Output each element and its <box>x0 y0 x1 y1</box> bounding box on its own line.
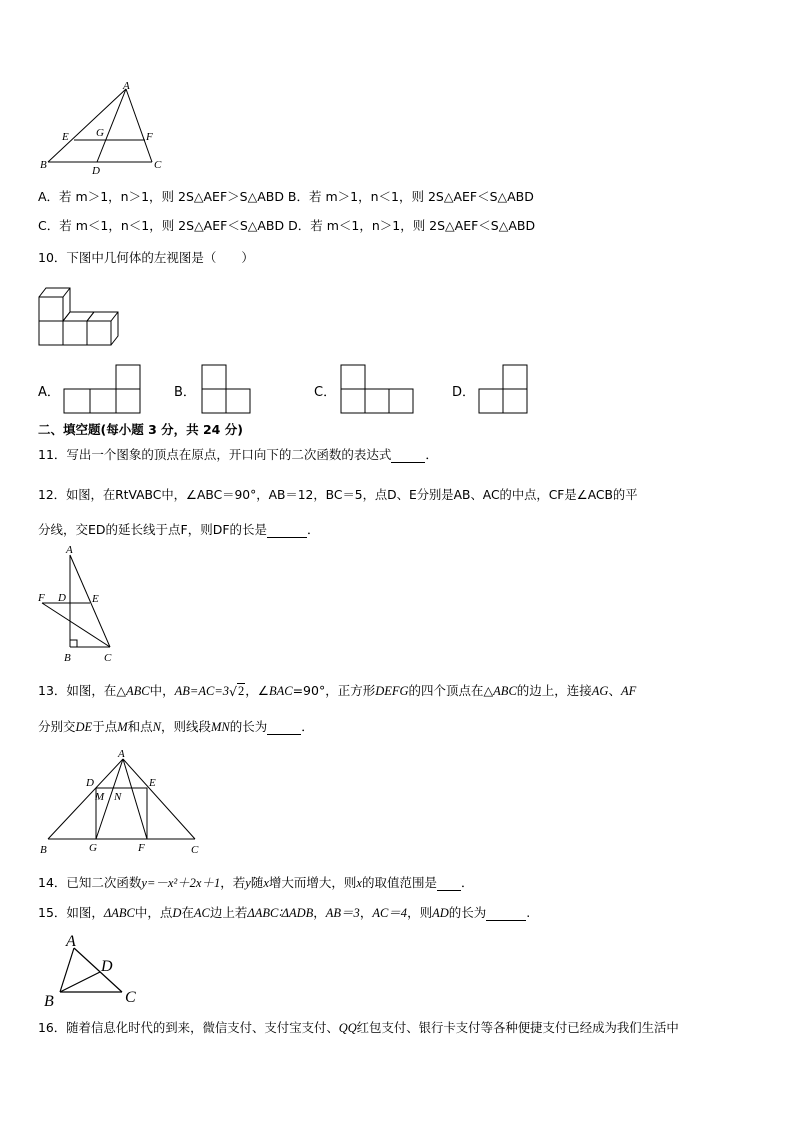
q15-ac-value: AC＝4 <box>372 906 408 920</box>
q12-label-d: D <box>58 592 66 604</box>
q10-option-b-label[interactable]: B． <box>174 385 196 400</box>
q13-label-f: F <box>138 842 145 854</box>
q15-text-a: 15．如图， <box>38 905 104 920</box>
q12-label-a: A <box>66 544 73 556</box>
q10-option-c-label[interactable]: C． <box>314 385 337 400</box>
q15-label-b: B <box>44 993 54 1010</box>
q14-y: y <box>245 876 251 890</box>
section-2-heading: 二、填空题(每小题 3 分，共 24 分) <box>38 422 243 437</box>
q13-text-e: 的四个顶点在△ <box>408 683 494 698</box>
q13-text-i: 和点 <box>127 719 153 734</box>
q13-root: 2 <box>238 684 245 698</box>
q9-figure <box>34 80 174 175</box>
q15-text-e: 边上若 <box>209 905 248 920</box>
q10-option-c-figure <box>339 363 419 415</box>
q12-label-e: E <box>92 593 99 605</box>
q12-text: 分线，交ED的延长线于点F，则DF的长是 <box>38 522 268 537</box>
q13-ag: AG <box>591 684 609 698</box>
q13-end: ． <box>301 719 314 734</box>
q13-answer-blank[interactable] <box>267 721 301 735</box>
q13-mn: MN <box>211 720 230 734</box>
q11-text: 11．写出一个图象的顶点在原点，开口向下的二次函数的表达式 <box>38 447 392 462</box>
q14-text-a: 14．已知二次函数 <box>38 875 142 890</box>
q13-label-a: A <box>118 748 125 760</box>
q15-text-f: ， <box>313 905 326 920</box>
q15-triangle-abc: ΔABC <box>103 906 135 920</box>
q14-text-c: 随 <box>250 875 264 890</box>
q15-label-d: D <box>101 958 113 975</box>
q11-answer-blank[interactable] <box>391 449 425 463</box>
q9-label-d: D <box>92 165 100 175</box>
q13-m: M <box>117 720 128 734</box>
q13-sqrt <box>229 683 245 699</box>
q13-af: AF <box>620 684 637 698</box>
q13-text-a: 13．如图，在△ <box>38 683 127 698</box>
q14-function: y=－x²＋2x＋1 <box>141 876 221 890</box>
q13-text-c: ，∠ <box>245 683 269 698</box>
q9-label-f: F <box>146 131 153 143</box>
q16-stem <box>38 1020 679 1036</box>
q15-d: D <box>172 906 182 920</box>
q9-label-a: A <box>123 80 130 92</box>
q9-label-g: G <box>96 127 104 139</box>
q13-text-d: =90°，正方形 <box>292 683 376 698</box>
q13-label-d: D <box>86 777 94 789</box>
q13-text-f: 的边上，连接 <box>516 683 592 698</box>
q13-figure <box>34 745 214 860</box>
q13-text-g: 分别交 <box>38 719 76 734</box>
q14-x2: x <box>356 876 362 890</box>
q15-similarity: ΔABC∶ΔADB <box>247 906 314 920</box>
q15-text-i: 的长为 <box>448 905 487 920</box>
q12-answer-blank[interactable] <box>267 524 307 538</box>
q15-figure <box>38 930 148 1010</box>
q14-text-d: 增大而增大，则 <box>268 875 357 890</box>
q16-text-a: 16．随着信息化时代的到来，微信支付、支付宝支付、 <box>38 1020 339 1035</box>
q14-text-e: 的取值范围是 <box>361 875 437 890</box>
q10-option-a-figure <box>62 363 144 415</box>
q13-label-e: E <box>149 777 156 789</box>
q13-label-n: N <box>114 791 122 803</box>
q15-stem <box>38 905 530 921</box>
q13-de: DE <box>75 720 93 734</box>
q10-option-d-label[interactable]: D． <box>452 385 476 400</box>
q15-text-h: ，则 <box>407 905 433 920</box>
q11-end: ． <box>425 447 438 462</box>
q9-options-cd: C．若 m＜1，n＜1，则 2S△AEF＜S△ABD D．若 m＜1，n＞1，则 2S△AEF＜S△ABD <box>38 218 536 233</box>
q15-ab-value: AB＝3 <box>325 906 360 920</box>
q14-answer-blank[interactable] <box>437 877 461 891</box>
q15-label-a: A <box>66 933 76 950</box>
q13-eq: AB=AC=3 <box>174 684 230 698</box>
q12-end: ． <box>307 522 320 537</box>
q10-option-a-label[interactable]: A． <box>38 385 60 400</box>
q13-label-m: M <box>95 791 105 803</box>
q12-line2 <box>38 522 320 538</box>
q13-n: N <box>152 720 161 734</box>
q14-end: ． <box>460 875 474 890</box>
q10-solid-figure <box>34 282 144 352</box>
q15-text-b: 中，点 <box>134 905 173 920</box>
q13-line2 <box>38 719 314 735</box>
q12-label-f: F <box>38 592 45 604</box>
q14-text-b: ，若 <box>220 875 246 890</box>
q13-label-c: C <box>191 844 199 856</box>
q13-text-j: ，则线段 <box>160 719 211 734</box>
q15-ad: AD <box>432 906 449 920</box>
q9-label-b: B <box>40 159 47 171</box>
q13-label-g: G <box>89 842 97 854</box>
q13-label-b: B <box>40 844 47 856</box>
q12-label-b: B <box>64 652 71 664</box>
q13-sqrt-sign: √ <box>229 684 237 699</box>
q9-options-ab: A．若 m＞1，n＞1，则 2S△AEF＞S△ABD B．若 m＞1，n＜1，则 2S△AEF＜S△ABD <box>38 189 534 204</box>
q13-defg: DEFG <box>375 684 409 698</box>
q12-figure <box>34 543 124 665</box>
q14-stem <box>38 875 474 891</box>
q11-stem <box>38 447 438 463</box>
q13-text-h: 于点 <box>92 719 118 734</box>
q15-text-g: ， <box>359 905 373 920</box>
q15-end: . <box>526 905 531 920</box>
q13-line1 <box>38 683 636 699</box>
q14-x: x <box>263 876 269 890</box>
q12-label-c: C <box>104 652 112 664</box>
q9-label-e: E <box>62 131 69 143</box>
q15-answer-blank[interactable] <box>486 907 526 921</box>
q13-text-b: 中， <box>149 683 175 698</box>
q10-stem: 10．下图中几何体的左视图是（ ） <box>38 250 254 265</box>
q15-ac: AC <box>193 906 210 920</box>
q15-label-c: C <box>125 989 136 1006</box>
q13-abc: ABC <box>126 684 150 698</box>
q12-line1: 12．如图，在RtVABC中，∠ABC＝90°，AB＝12，BC＝5，点D、E分别是AB、AC的中点，CF是∠ACB的平 <box>38 488 638 502</box>
q16-text-b: 红包支付、银行卡支付等各种便捷支付已经成为我们生活中 <box>356 1020 679 1035</box>
q10-option-d-figure <box>477 363 533 415</box>
q13-bac: BAC <box>268 684 293 698</box>
q10-option-b-figure <box>200 363 256 415</box>
q13-text-k: 的长为 <box>229 719 268 734</box>
q13-sep: 、 <box>608 683 621 698</box>
q9-label-c: C <box>154 159 162 171</box>
q16-qq: QQ <box>338 1021 357 1035</box>
q15-text-c: 在 <box>181 905 194 920</box>
q13-abc2: ABC <box>493 684 517 698</box>
